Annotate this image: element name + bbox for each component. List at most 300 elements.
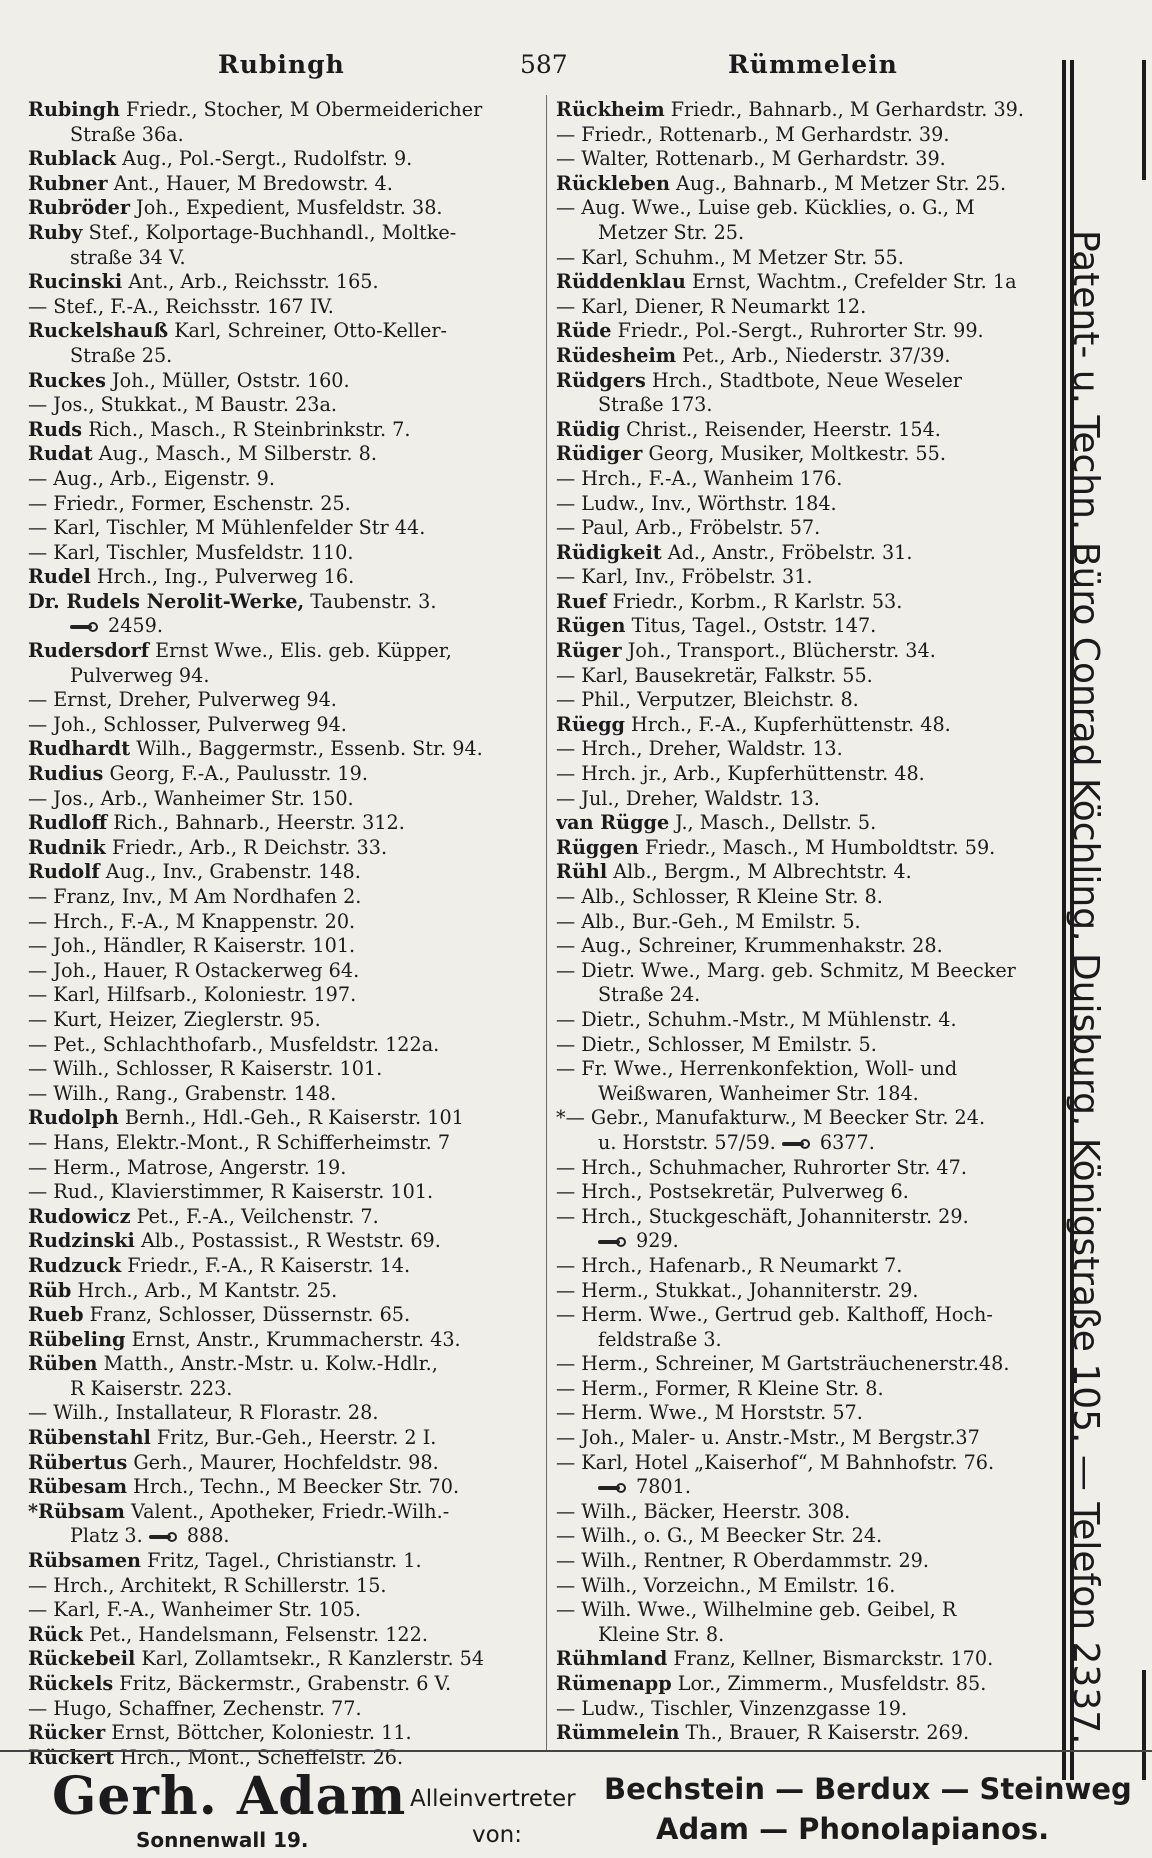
- entry-text: R Kaiserstr. 223.: [70, 1376, 233, 1400]
- directory-entry: [556, 1008, 1064, 1033]
- directory-entry: [556, 1131, 1064, 1156]
- directory-entry: [28, 1574, 548, 1599]
- entry-surname: van Rügge: [556, 811, 670, 835]
- directory-entry: [28, 688, 548, 713]
- entry-text: J., Masch., Dellstr. 5.: [669, 811, 877, 835]
- entry-text: — Hrch., Dreher, Waldstr. 13.: [556, 737, 843, 761]
- directory-entry: [28, 614, 548, 639]
- entry-text: — Hrch. jr., Arb., Kupferhüttenstr. 48.: [556, 762, 925, 786]
- telephone-icon: [70, 622, 100, 632]
- entry-text: — Hrch., Architekt, R Schillerstr. 15.: [28, 1573, 387, 1597]
- entry-text: Kleine Str. 8.: [598, 1622, 725, 1646]
- directory-entry: [28, 1057, 548, 1082]
- directory-entry: [556, 1475, 1064, 1500]
- directory-entry: [556, 1451, 1064, 1476]
- entry-surname: Rümenapp: [556, 1672, 672, 1695]
- entry-text: — Joh., Händler, R Kaiserstr. 101.: [28, 934, 356, 958]
- directory-entry: [28, 196, 548, 221]
- entry-text: Alb., Postassist., R Weststr. 69.: [134, 1229, 441, 1253]
- entry-text: — Ludw., Inv., Wörthstr. 184.: [556, 491, 837, 515]
- entry-text: — Ludw., Tischler, Vinzenzgasse 19.: [556, 1696, 908, 1720]
- entry-text: Karl, Zollamtsekr., R Kanzlerstr. 54: [135, 1647, 485, 1671]
- entry-text: — Herm., Stukkat., Johanniterstr. 29.: [556, 1278, 919, 1302]
- entry-surname: *Rübsam: [28, 1499, 125, 1523]
- entry-text: — Karl, F.-A., Wanheimer Str. 105.: [28, 1598, 361, 1622]
- telephone-icon: [782, 1139, 812, 1149]
- entry-text: Friedr., F.-A., R Kaiserstr. 14.: [121, 1253, 411, 1277]
- entry-surname: Rüdigkeit: [556, 540, 662, 564]
- entry-surname: Rudolf: [28, 860, 100, 884]
- directory-entry: [556, 885, 1064, 910]
- entry-text: Stef., Kolportage-Buchhandl., Moltke-: [82, 220, 457, 244]
- entry-text: 2459.: [108, 614, 163, 638]
- entry-text: Lor., Zimmerm., Musfeldstr. 85.: [671, 1672, 987, 1695]
- footer-right-line1: Bechstein — Berdux — Steinweg: [604, 1772, 1132, 1806]
- entry-text: feldstraße 3.: [598, 1327, 722, 1351]
- entry-surname: Rügen: [556, 614, 626, 638]
- directory-entry: [556, 737, 1064, 762]
- directory-entry: [28, 1426, 548, 1451]
- entry-text: — Herm., Schreiner, M Gartsträuchenerstr.48.: [556, 1352, 1010, 1376]
- entry-text: Ernst Wwe., Elis. geb. Küpper,: [149, 639, 452, 663]
- directory-entry: [556, 1500, 1064, 1525]
- directory-entry: [28, 811, 548, 836]
- entry-text: — Rud., Klavierstimmer, R Kaiserstr. 101.: [28, 1180, 434, 1204]
- directory-entry: [556, 393, 1064, 418]
- directory-entry: [556, 1156, 1064, 1181]
- entry-surname: Rüggen: [556, 835, 639, 859]
- directory-entry: [556, 1328, 1064, 1353]
- entry-surname: Rübeling: [28, 1327, 126, 1351]
- entry-text: — Aug., Schreiner, Krummenhakstr. 28.: [556, 934, 943, 958]
- entry-text: — Hans, Elektr.-Mont., R Schifferheimstr. 7: [28, 1130, 451, 1154]
- entry-text: Aug., Inv., Grabenstr. 148.: [99, 860, 361, 884]
- directory-entry: [556, 1180, 1064, 1205]
- entry-surname: Rüben: [28, 1352, 98, 1376]
- entry-text: — Dietr., Schuhm.-Mstr., M Mühlenstr. 4.: [556, 1007, 957, 1031]
- directory-entry: [28, 319, 548, 344]
- entry-text: — Hrch., Hafenarb., R Neumarkt 7.: [556, 1253, 903, 1277]
- entry-text: — Hrch., Schuhmacher, Ruhrorter Str. 47.: [556, 1155, 967, 1179]
- directory-entry: [28, 516, 548, 541]
- entry-text: — Karl, Bausekretär, Falkstr. 55.: [556, 663, 873, 687]
- entry-surname: Rüdesheim: [556, 343, 677, 367]
- entry-text: Joh., Transport., Blücherstr. 34.: [621, 639, 936, 663]
- right-column: [556, 98, 1064, 1746]
- entry-surname: Rudloff: [28, 811, 108, 835]
- entry-text: Franz, Schlosser, Düssernstr. 65.: [83, 1303, 411, 1327]
- entry-surname: Rüger: [556, 639, 622, 663]
- entry-text: Gerh., Maurer, Hochfeldstr. 98.: [127, 1450, 439, 1474]
- entry-phone-number: 6377.: [819, 1130, 875, 1154]
- directory-entry: [556, 1524, 1064, 1549]
- directory-entry: [28, 836, 548, 861]
- directory-entry: [28, 393, 548, 418]
- directory-entry: [28, 934, 548, 959]
- directory-entry: [28, 639, 548, 664]
- entry-text: Hrch., Arb., M Kantstr. 25.: [71, 1278, 338, 1302]
- entry-text: — Wilh., Rentner, R Oberdammstr. 29.: [556, 1549, 929, 1573]
- directory-entry: [28, 959, 548, 984]
- directory-entry: [28, 1697, 548, 1722]
- entry-text: Ernst, Wachtm., Crefelder Str. 1a: [685, 270, 1017, 294]
- directory-entry: [28, 1205, 548, 1230]
- entry-text: Friedr., Korbm., R Karlstr. 53.: [606, 589, 903, 613]
- entry-text: Hrch., Ing., Pulverweg 16.: [90, 565, 355, 589]
- directory-entry: [28, 1352, 548, 1377]
- entry-text: — Alb., Bur.-Geh., M Emilstr. 5.: [556, 909, 861, 933]
- directory-entry: [28, 910, 548, 935]
- directory-entry: [28, 270, 548, 295]
- entry-text: — Walter, Rottenarb., M Gerhardstr. 39.: [556, 147, 946, 171]
- directory-entry: [556, 1721, 1064, 1746]
- entry-surname: Rudolph: [28, 1106, 119, 1130]
- entry-surname: Rühmland: [556, 1647, 668, 1671]
- entry-text: — Friedr., Rottenarb., M Gerhardstr. 39.: [556, 122, 950, 146]
- entry-text: Straße 24.: [598, 983, 701, 1007]
- entry-text: — Aug., Arb., Eigenstr. 9.: [28, 466, 275, 490]
- directory-entry: [28, 1254, 548, 1279]
- entry-text: Georg, F.-A., Paulusstr. 19.: [103, 762, 368, 786]
- directory-entry: [28, 344, 548, 369]
- entry-surname: Rüb: [28, 1278, 72, 1302]
- entry-text: — Kurt, Heizer, Zieglerstr. 95.: [28, 1007, 321, 1031]
- footer-advertisement: [0, 1750, 1152, 1852]
- entry-surname: Rückheim: [556, 98, 665, 121]
- directory-entry: [556, 344, 1064, 369]
- directory-entry: [28, 1303, 548, 1328]
- sidebar-rule: [1142, 60, 1146, 180]
- entry-text: Straße 173.: [598, 393, 713, 417]
- entry-text: — Wilh., Installateur, R Florastr. 28.: [28, 1401, 379, 1425]
- directory-entry: [556, 1647, 1064, 1672]
- directory-entry: [28, 787, 548, 812]
- directory-entry: [28, 983, 548, 1008]
- directory-entry: [556, 959, 1064, 984]
- directory-entry: [556, 762, 1064, 787]
- directory-entry: [556, 639, 1064, 664]
- entry-text: — Wilh., Vorzeichn., M Emilstr. 16.: [556, 1573, 896, 1597]
- entry-text: — Wilh. Wwe., Wilhelmine geb. Geibel, R: [556, 1598, 957, 1622]
- entry-surname: Rübertus: [28, 1450, 128, 1474]
- entry-text: Ad., Anstr., Fröbelstr. 31.: [661, 540, 913, 564]
- entry-text: — Herm., Former, R Kleine Str. 8.: [556, 1376, 884, 1400]
- entry-text: — Hrch., Stuckgeschäft, Johanniterstr. 29.: [556, 1204, 969, 1228]
- entry-text: straße 34 V.: [70, 245, 186, 269]
- directory-entry: [556, 565, 1064, 590]
- entry-text: Pet., Arb., Niederstr. 37/39.: [676, 343, 951, 367]
- footer-brand: Gerh. Adam: [52, 1766, 407, 1827]
- entry-text: Taubenstr. 3.: [304, 589, 437, 613]
- directory-entry: [28, 1106, 548, 1131]
- entry-text: Franz, Kellner, Bismarckstr. 170.: [667, 1647, 994, 1671]
- entry-surname: Rübesam: [28, 1475, 128, 1499]
- entry-text: Ernst, Böttcher, Koloniestr. 11.: [105, 1721, 412, 1745]
- directory-entry: [28, 1279, 548, 1304]
- entry-text: Weißwaren, Wanheimer Str. 184.: [598, 1081, 919, 1105]
- entry-text: — Karl, Inv., Fröbelstr. 31.: [556, 565, 813, 589]
- entry-surname: Rüdgers: [556, 368, 646, 392]
- directory-entry: [28, 221, 548, 246]
- directory-entry: [556, 1082, 1064, 1107]
- entry-text: — Jos., Arb., Wanheimer Str. 150.: [28, 786, 354, 810]
- directory-entry: [556, 467, 1064, 492]
- directory-entry: [28, 1033, 548, 1058]
- footer-mid-line1: Alleinvertreter: [410, 1786, 576, 1812]
- entry-text: — Wilh., Schlosser, R Kaiserstr. 101.: [28, 1057, 383, 1081]
- entry-text: Christ., Reisender, Heerstr. 154.: [620, 417, 941, 441]
- directory-entry: [556, 1352, 1064, 1377]
- entry-surname: Rudius: [28, 762, 104, 786]
- entry-surname: Rueb: [28, 1303, 84, 1327]
- directory-entry: [28, 147, 548, 172]
- entry-text: — Aug. Wwe., Luise geb. Kücklies, o. G., M: [556, 196, 975, 220]
- page-header: [0, 50, 1152, 90]
- entry-surname: Rüde: [556, 319, 612, 343]
- directory-entry: [28, 98, 548, 123]
- directory-entry: [556, 369, 1064, 394]
- entry-text: Friedr., Bahnarb., M Gerhardstr. 39.: [664, 98, 1024, 121]
- directory-entry: [556, 1377, 1064, 1402]
- entry-text: Georg, Musiker, Moltkestr. 55.: [642, 442, 946, 466]
- entry-surname: Rudersdorf: [28, 639, 150, 663]
- entry-surname: Rubröder: [28, 196, 130, 220]
- entry-surname: Rückert: [28, 1745, 115, 1769]
- entry-text: Pet., F.-A., Veilchenstr. 7.: [130, 1204, 379, 1228]
- entry-text: Friedr., Pol.-Sergt., Ruhrorter Str. 99.: [611, 319, 984, 343]
- directory-entry: [556, 811, 1064, 836]
- directory-entry: [28, 1156, 548, 1181]
- entry-surname: Rübsamen: [28, 1549, 142, 1573]
- entry-surname: Rückels: [28, 1672, 114, 1695]
- entry-text: Fritz, Tagel., Christianstr. 1.: [141, 1549, 422, 1573]
- directory-entry: [28, 1500, 548, 1525]
- entry-surname: Ruckes: [28, 368, 106, 392]
- directory-entry: [28, 418, 548, 443]
- directory-entry: [28, 467, 548, 492]
- entry-surname: Rüdiger: [556, 442, 643, 466]
- entry-text: Ernst, Anstr., Krummacherstr. 43.: [125, 1327, 461, 1351]
- directory-entry: [556, 418, 1064, 443]
- entry-surname: Ruckelshauß: [28, 319, 169, 343]
- entry-text: — Karl, Diener, R Neumarkt 12.: [556, 294, 867, 318]
- entry-text: Karl, Schreiner, Otto-Keller-: [168, 319, 448, 343]
- entry-text: 929.: [636, 1229, 679, 1253]
- entry-text: — Wilh., o. G., M Beecker Str. 24.: [556, 1524, 883, 1548]
- directory-entry: [556, 1254, 1064, 1279]
- entry-text: — Karl, Tischler, M Mühlenfelder Str 44.: [28, 516, 426, 540]
- entry-text: Ant., Hauer, M Bredowstr. 4.: [107, 171, 393, 195]
- entry-text: — Karl, Hotel „Kaiserhof“, M Bahnhofstr. 76.: [556, 1450, 995, 1474]
- entry-surname: Rücker: [28, 1721, 106, 1745]
- sidebar-text: Patent- u. Techn. Büro Conrad Köchling, Duisburg, Königstraße 105. — Telefon 2337.: [1065, 230, 1106, 1745]
- entry-text: — Joh., Hauer, R Ostackerweg 64.: [28, 958, 360, 982]
- entry-text: — Wilh., Rang., Grabenstr. 148.: [28, 1081, 337, 1105]
- entry-text: — Jos., Stukkat., M Baustr. 23a.: [28, 393, 338, 417]
- directory-entry: [28, 664, 548, 689]
- directory-entry: [556, 1574, 1064, 1599]
- directory-entry: [556, 1549, 1064, 1574]
- directory-entry: [28, 1008, 548, 1033]
- entry-surname: Rubingh: [28, 98, 120, 121]
- entry-text: Platz 3.: [70, 1524, 149, 1548]
- telephone-icon: [149, 1532, 179, 1542]
- directory-entry: [556, 1672, 1064, 1697]
- entry-text: Straße 36a.: [70, 122, 184, 146]
- entry-surname: Rühl: [556, 860, 608, 884]
- directory-entry: [28, 442, 548, 467]
- directory-entry: [28, 762, 548, 787]
- footer-address: Sonnenwall 19.: [136, 1828, 309, 1852]
- entry-text: Ant., Arb., Reichsstr. 165.: [122, 270, 379, 294]
- directory-entry: [556, 1598, 1064, 1623]
- entry-text: — Dietr. Wwe., Marg. geb. Schmitz, M Beecker: [556, 958, 1016, 982]
- entry-text: — Karl, Hilfsarb., Koloniestr. 197.: [28, 983, 357, 1007]
- entry-text: Friedr., Arb., R Deichstr. 33.: [105, 835, 388, 859]
- directory-entry: [556, 1279, 1064, 1304]
- entry-surname: Rück: [28, 1622, 83, 1646]
- entry-text: — Karl, Tischler, Musfeldstr. 110.: [28, 540, 354, 564]
- directory-entry: [28, 1229, 548, 1254]
- header-left-word: Rubingh: [218, 50, 345, 79]
- entry-surname: Ruef: [556, 589, 607, 613]
- directory-entry: [28, 1672, 548, 1697]
- entry-surname: Ruby: [28, 220, 83, 244]
- directory-entry: [556, 246, 1064, 271]
- entry-text: Th., Brauer, R Kaiserstr. 269.: [679, 1721, 970, 1745]
- directory-entry: [556, 688, 1064, 713]
- directory-entry: [28, 860, 548, 885]
- entry-text: Alb., Bergm., M Albrechtstr. 4.: [607, 860, 912, 884]
- entry-text: — Friedr., Former, Eschenstr. 25.: [28, 491, 351, 515]
- directory-entry: [28, 295, 548, 320]
- entry-text: Bernh., Hdl.-Geh., R Kaiserstr. 101: [118, 1106, 464, 1130]
- directory-entry: [28, 1401, 548, 1426]
- telephone-icon: [598, 1483, 628, 1493]
- entry-text: — Stef., F.-A., Reichsstr. 167 IV.: [28, 294, 334, 318]
- directory-entry: [556, 713, 1064, 738]
- entry-text: Straße 25.: [70, 343, 173, 367]
- entry-phone-number: 888.: [186, 1524, 230, 1548]
- directory-entry: [28, 1598, 548, 1623]
- directory-entry: [556, 270, 1064, 295]
- directory-entry: [556, 516, 1064, 541]
- directory-entry: [28, 246, 548, 271]
- directory-entry: [28, 172, 548, 197]
- entry-text: — Herm. Wwe., Gertrud geb. Kalthoff, Hoch-: [556, 1303, 993, 1327]
- entry-surname: Rudel: [28, 565, 91, 589]
- sidebar-advertisement: [1060, 60, 1152, 1780]
- entry-surname: Rudzuck: [28, 1253, 122, 1277]
- directory-entry: [28, 369, 548, 394]
- directory-entry: [556, 1033, 1064, 1058]
- entry-text: — Hrch., F.-A., M Knappenstr. 20.: [28, 909, 356, 933]
- directory-entry: [28, 1328, 548, 1353]
- entry-text: Hrch., Mont., Scheffelstr. 26.: [114, 1745, 404, 1769]
- entry-text: Rich., Masch., R Steinbrinkstr. 7.: [82, 417, 411, 441]
- footer-right-line2: Adam — Phonolapianos.: [656, 1812, 1050, 1846]
- directory-entry: [556, 983, 1064, 1008]
- directory-entry: [28, 565, 548, 590]
- directory-entry: [28, 590, 548, 615]
- entry-text: Joh., Expedient, Musfeldstr. 38.: [129, 196, 443, 220]
- entry-surname: Rückebeil: [28, 1647, 136, 1671]
- directory-entry: [556, 1426, 1064, 1451]
- directory-entry: [556, 664, 1064, 689]
- entry-text: Fritz, Bur.-Geh., Heerstr. 2 I.: [150, 1426, 437, 1450]
- entry-text: Rich., Bahnarb., Heerstr. 312.: [107, 811, 405, 835]
- entry-text: — Joh., Schlosser, Pulverweg 94.: [28, 712, 347, 736]
- directory-entry: [28, 1377, 548, 1402]
- entry-surname: Dr. Rudels Nerolit-Werke,: [28, 589, 305, 613]
- directory-entry: [28, 541, 548, 566]
- directory-entry: [28, 1647, 548, 1672]
- directory-entry: [556, 590, 1064, 615]
- directory-entry: [28, 492, 548, 517]
- directory-entry: [556, 860, 1064, 885]
- entry-text: — Ernst, Dreher, Pulverweg 94.: [28, 688, 337, 712]
- entry-text: Aug., Pol.-Sergt., Rudolfstr. 9.: [116, 147, 413, 171]
- entry-text: Friedr., Masch., M Humboldtstr. 59.: [638, 835, 996, 859]
- entry-text: 7801.: [636, 1475, 691, 1499]
- directory-entry: [556, 1229, 1064, 1254]
- entry-text: — Phil., Verputzer, Bleichstr. 8.: [556, 688, 859, 712]
- directory-entry: [556, 787, 1064, 812]
- entry-text: Valent., Apotheker, Friedr.-Wilh.-: [124, 1499, 450, 1523]
- entry-surname: Ruds: [28, 417, 83, 441]
- entry-text: Pulverweg 94.: [70, 663, 210, 687]
- entry-surname: Rudhardt: [28, 737, 131, 761]
- directory-entry: [556, 492, 1064, 517]
- directory-entry: [556, 541, 1064, 566]
- entry-text: Wilh., Baggermstr., Essenb. Str. 94.: [130, 737, 483, 761]
- directory-entry: [556, 123, 1064, 148]
- entry-surname: Rublack: [28, 147, 117, 171]
- directory-entry: [556, 1057, 1064, 1082]
- entry-surname: Rüdig: [556, 417, 621, 441]
- directory-entry: [28, 885, 548, 910]
- entry-text: Pet., Handelsmann, Felsenstr. 122.: [82, 1622, 428, 1646]
- entry-text: Hrch., Stadtbote, Neue Weseler: [645, 368, 962, 392]
- entry-surname: Rüddenklau: [556, 270, 686, 294]
- entry-text: — Franz, Inv., M Am Nordhafen 2.: [28, 885, 362, 908]
- directory-entry: [556, 295, 1064, 320]
- entry-text: *— Gebr., Manufakturw., M Beecker Str. 24.: [556, 1106, 986, 1130]
- entry-text: — Alb., Schlosser, R Kleine Str. 8.: [556, 885, 883, 908]
- entry-text: u. Horststr. 57/59.: [598, 1130, 782, 1154]
- entry-text: Metzer Str. 25.: [598, 220, 745, 244]
- directory-entry: [28, 713, 548, 738]
- directory-entry: [556, 1401, 1064, 1426]
- entry-text: — Joh., Maler- u. Anstr.-Mstr., M Bergstr.37: [556, 1426, 980, 1450]
- directory-entry: [556, 147, 1064, 172]
- entry-text: Joh., Müller, Oststr. 160.: [105, 368, 350, 392]
- entry-text: Fritz, Bäckermstr., Grabenstr. 6 V.: [113, 1672, 452, 1695]
- entry-surname: Rückleben: [556, 171, 670, 195]
- directory-entry: [556, 1697, 1064, 1722]
- directory-entry: [556, 221, 1064, 246]
- directory-entry: [556, 319, 1064, 344]
- entry-text: — Hrch., F.-A., Wanheim 176.: [556, 466, 843, 490]
- entry-surname: Rudat: [28, 442, 93, 466]
- directory-entry: [556, 910, 1064, 935]
- entry-text: — Pet., Schlachthofarb., Musfeldstr. 122a.: [28, 1032, 440, 1056]
- directory-entry: [556, 442, 1064, 467]
- entry-surname: Rudzinski: [28, 1229, 135, 1253]
- directory-entry: [28, 1721, 548, 1746]
- entry-surname: Rudnik: [28, 835, 106, 859]
- entry-text: — Fr. Wwe., Herrenkonfektion, Woll- und: [556, 1057, 958, 1081]
